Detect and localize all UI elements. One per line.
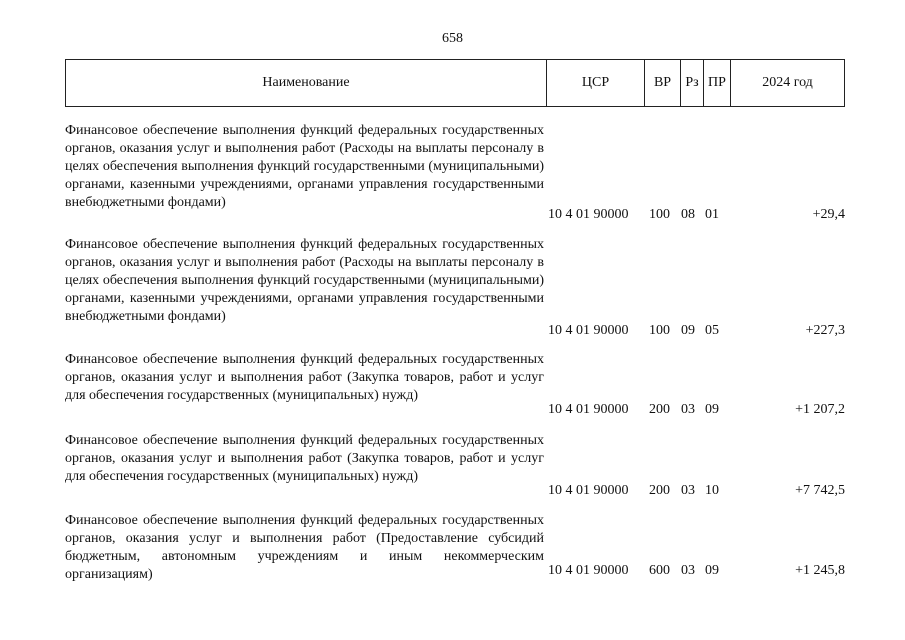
row-vr: 100: [649, 207, 670, 222]
row-rz: 08: [681, 207, 695, 222]
row-name: Финансовое обеспечение выполнения функций федеральных государственных органов, оказания услуг и выполнения работ (Предоставление субсидий бюджетным, автономным учреждениям и иным некоммерческим организациям): [65, 513, 544, 582]
table-header: [65, 59, 845, 107]
row-rz: 03: [681, 563, 695, 578]
table-row: [65, 512, 845, 586]
table-row: [65, 236, 845, 346]
row-amount: +1 207,2: [795, 402, 845, 417]
row-rz: 03: [681, 402, 695, 417]
header-vr: ВР: [653, 75, 672, 90]
row-name: Финансовое обеспечение выполнения функций федеральных государственных органов, оказания услуг и выполнения работ (Расходы на выплаты персоналу в целях обеспечения выполнения функций государственными (муниципальными) органами, казенными учреждениями, органами управления государственными внебюджетными фондами): [65, 237, 544, 324]
row-csr: 10 4 01 90000: [548, 563, 629, 578]
header-year: 2024 год: [762, 75, 813, 90]
row-vr: 600: [649, 563, 670, 578]
row-pr: 09: [705, 563, 719, 578]
row-pr: 09: [705, 402, 719, 417]
header-name: Наименование: [262, 75, 350, 90]
row-csr: 10 4 01 90000: [548, 207, 629, 222]
header-rz: Рз: [685, 75, 699, 90]
table-row: [65, 351, 845, 425]
row-vr: 200: [649, 483, 670, 498]
row-csr: 10 4 01 90000: [548, 483, 629, 498]
row-pr: 05: [705, 323, 719, 338]
row-vr: 200: [649, 402, 670, 417]
row-rz: 09: [681, 323, 695, 338]
row-name: Финансовое обеспечение выполнения функций федеральных государственных органов, оказания услуг и выполнения работ (Расходы на выплаты персоналу в целях обеспечения выполнения функций государственными (муниципальными) органами, казенными учреждениями, органами управления государственными внебюджетными фондами): [65, 123, 544, 210]
table-row: [65, 432, 845, 506]
header-pr: ПР: [708, 75, 726, 90]
row-name: Финансовое обеспечение выполнения функций федеральных государственных органов, оказания услуг и выполнения работ (Закупка товаров, работ и услуг для обеспечения государственных (муниципальных) нужд): [65, 433, 544, 484]
table-row: [65, 122, 845, 232]
row-amount: +29,4: [812, 207, 845, 222]
row-name: Финансовое обеспечение выполнения функций федеральных государственных органов, оказания услуг и выполнения работ (Закупка товаров, работ и услуг для обеспечения государственных (муниципальных) нужд): [65, 352, 544, 403]
page-number: 658: [442, 31, 463, 46]
row-csr: 10 4 01 90000: [548, 323, 629, 338]
row-rz: 03: [681, 483, 695, 498]
row-amount: +1 245,8: [795, 563, 845, 578]
row-vr: 100: [649, 323, 670, 338]
header-csr: ЦСР: [581, 75, 610, 90]
row-amount: +7 742,5: [795, 483, 845, 498]
row-amount: +227,3: [805, 323, 845, 338]
row-pr: 01: [705, 207, 719, 222]
row-pr: 10: [705, 483, 719, 498]
row-csr: 10 4 01 90000: [548, 402, 629, 417]
